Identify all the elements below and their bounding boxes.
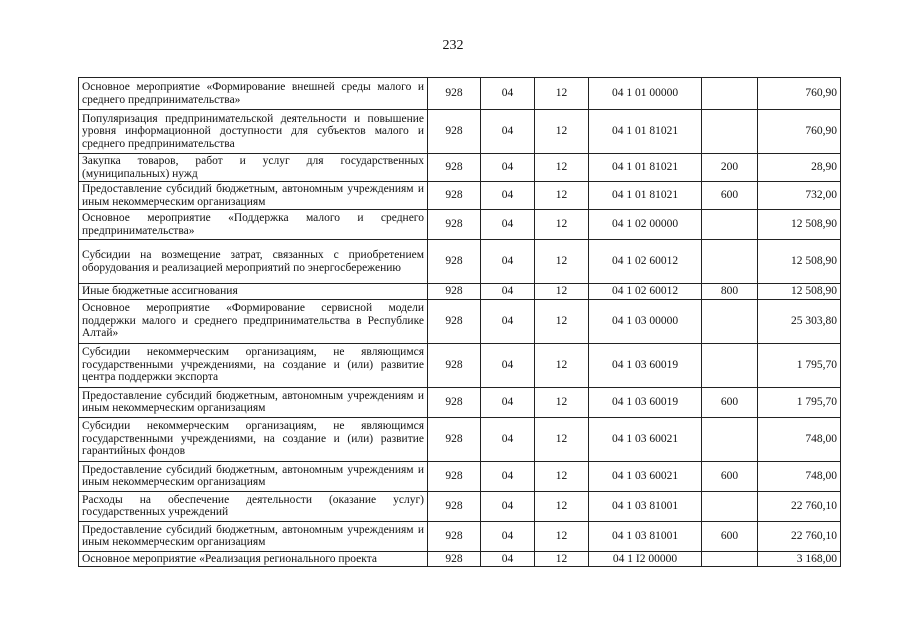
amount-cell: 760,90 (758, 110, 841, 154)
page-number: 232 (442, 38, 464, 53)
section-code-cell: 04 (481, 343, 535, 387)
expense-type-cell (702, 110, 758, 154)
target-article-cell: 04 1 03 81001 (589, 521, 702, 551)
table-row (79, 417, 841, 461)
amount-cell: 760,90 (758, 78, 841, 110)
section-code-cell: 04 (481, 299, 535, 343)
target-article-cell: 04 1 01 81021 (589, 154, 702, 182)
table-row (79, 110, 841, 154)
expense-type-cell: 600 (702, 461, 758, 491)
expense-name-cell: Предоставление субсидий бюджетным, автономным учреждениям и иным некоммерческим организациям (79, 521, 428, 551)
admin-code-cell: 928 (428, 491, 481, 521)
amount-cell: 3 168,00 (758, 551, 841, 567)
table-row (79, 461, 841, 491)
expense-name-cell: Популяризация предпринимательской деятельности и повышение уровня информационной доступности для субъектов малого и среднего предпринимательства (79, 110, 428, 154)
admin-code-cell: 928 (428, 182, 481, 210)
subsection-code-cell: 12 (535, 343, 589, 387)
subsection-code-cell: 12 (535, 461, 589, 491)
target-article-cell: 04 1 03 60021 (589, 461, 702, 491)
subsection-code-cell: 12 (535, 491, 589, 521)
admin-code-cell: 928 (428, 387, 481, 417)
section-code-cell: 04 (481, 284, 535, 300)
admin-code-cell: 928 (428, 299, 481, 343)
expense-type-cell (702, 299, 758, 343)
admin-code-cell: 928 (428, 110, 481, 154)
subsection-code-cell: 12 (535, 78, 589, 110)
table-row (79, 521, 841, 551)
expense-type-cell: 200 (702, 154, 758, 182)
amount-cell: 1 795,70 (758, 387, 841, 417)
expense-type-cell (702, 210, 758, 240)
target-article-cell: 04 1 03 60019 (589, 387, 702, 417)
amount-cell: 12 508,90 (758, 240, 841, 284)
admin-code-cell: 928 (428, 284, 481, 300)
expense-name-cell: Предоставление субсидий бюджетным, автономным учреждениям и иным некоммерческим организациям (79, 461, 428, 491)
expense-type-cell: 600 (702, 387, 758, 417)
target-article-cell: 04 1 I2 00000 (589, 551, 702, 567)
expense-name-cell: Закупка товаров, работ и услуг для государственных (муниципальных) нужд (79, 154, 428, 182)
table-row (79, 299, 841, 343)
section-code-cell: 04 (481, 491, 535, 521)
admin-code-cell: 928 (428, 240, 481, 284)
table-row (79, 491, 841, 521)
target-article-cell: 04 1 03 00000 (589, 299, 702, 343)
expense-name-cell: Иные бюджетные ассигнования (79, 284, 428, 300)
expense-name-cell: Расходы на обеспечение деятельности (оказание услуг) государственных учреждений (79, 491, 428, 521)
admin-code-cell: 928 (428, 461, 481, 491)
amount-cell: 748,00 (758, 461, 841, 491)
budget-table-body (79, 78, 841, 567)
target-article-cell: 04 1 03 60021 (589, 417, 702, 461)
section-code-cell: 04 (481, 110, 535, 154)
admin-code-cell: 928 (428, 521, 481, 551)
table-row (79, 551, 841, 567)
amount-cell: 22 760,10 (758, 521, 841, 551)
section-code-cell: 04 (481, 240, 535, 284)
subsection-code-cell: 12 (535, 110, 589, 154)
expense-name-cell: Основное мероприятие «Реализация регионального проекта (79, 551, 428, 567)
expense-type-cell: 600 (702, 521, 758, 551)
section-code-cell: 04 (481, 78, 535, 110)
table-row (79, 78, 841, 110)
admin-code-cell: 928 (428, 78, 481, 110)
expense-type-cell (702, 78, 758, 110)
table-row (79, 154, 841, 182)
table-row (79, 387, 841, 417)
amount-cell: 1 795,70 (758, 343, 841, 387)
target-article-cell: 04 1 03 60019 (589, 343, 702, 387)
admin-code-cell: 928 (428, 417, 481, 461)
target-article-cell: 04 1 02 60012 (589, 284, 702, 300)
section-code-cell: 04 (481, 417, 535, 461)
subsection-code-cell: 12 (535, 284, 589, 300)
expense-name-cell: Субсидии на возмещение затрат, связанных с приобретением оборудования и реализацией мероприятий по энергосбережению (79, 240, 428, 284)
section-code-cell: 04 (481, 210, 535, 240)
target-article-cell: 04 1 01 81021 (589, 182, 702, 210)
expense-type-cell (702, 417, 758, 461)
subsection-code-cell: 12 (535, 210, 589, 240)
table-row (79, 284, 841, 300)
section-code-cell: 04 (481, 154, 535, 182)
table-row (79, 182, 841, 210)
expense-type-cell (702, 491, 758, 521)
table-row (79, 210, 841, 240)
subsection-code-cell: 12 (535, 299, 589, 343)
subsection-code-cell: 12 (535, 521, 589, 551)
expense-type-cell (702, 343, 758, 387)
amount-cell: 748,00 (758, 417, 841, 461)
budget-table (78, 77, 841, 567)
expense-type-cell: 800 (702, 284, 758, 300)
section-code-cell: 04 (481, 387, 535, 417)
amount-cell: 732,00 (758, 182, 841, 210)
expense-name-cell: Субсидии некоммерческим организациям, не являющимся государственными учреждениями, на создание и (или) развитие гарантийных фондов (79, 417, 428, 461)
section-code-cell: 04 (481, 461, 535, 491)
subsection-code-cell: 12 (535, 387, 589, 417)
amount-cell: 12 508,90 (758, 210, 841, 240)
target-article-cell: 04 1 01 00000 (589, 78, 702, 110)
amount-cell: 28,90 (758, 154, 841, 182)
expense-name-cell: Предоставление субсидий бюджетным, автономным учреждениям и иным некоммерческим организациям (79, 387, 428, 417)
expense-name-cell: Основное мероприятие «Поддержка малого и среднего предпринимательства» (79, 210, 428, 240)
expense-name-cell: Предоставление субсидий бюджетным, автономным учреждениям и иным некоммерческим организациям (79, 182, 428, 210)
section-code-cell: 04 (481, 551, 535, 567)
admin-code-cell: 928 (428, 551, 481, 567)
admin-code-cell: 928 (428, 210, 481, 240)
target-article-cell: 04 1 02 60012 (589, 240, 702, 284)
amount-cell: 22 760,10 (758, 491, 841, 521)
amount-cell: 25 303,80 (758, 299, 841, 343)
admin-code-cell: 928 (428, 343, 481, 387)
expense-type-cell: 600 (702, 182, 758, 210)
subsection-code-cell: 12 (535, 417, 589, 461)
target-article-cell: 04 1 02 00000 (589, 210, 702, 240)
admin-code-cell: 928 (428, 154, 481, 182)
section-code-cell: 04 (481, 521, 535, 551)
table-row (79, 343, 841, 387)
subsection-code-cell: 12 (535, 240, 589, 284)
section-code-cell: 04 (481, 182, 535, 210)
expense-name-cell: Основное мероприятие «Формирование внешней среды малого и среднего предпринимательства» (79, 78, 428, 110)
subsection-code-cell: 12 (535, 182, 589, 210)
expense-type-cell (702, 551, 758, 567)
target-article-cell: 04 1 03 81001 (589, 491, 702, 521)
expense-name-cell: Субсидии некоммерческим организациям, не являющимся государственными учреждениями, на создание и (или) развитие центра поддержки экспорта (79, 343, 428, 387)
expense-name-cell: Основное мероприятие «Формирование сервисной модели поддержки малого и среднего предпринимательства в Республике Алтай» (79, 299, 428, 343)
expense-type-cell (702, 240, 758, 284)
subsection-code-cell: 12 (535, 551, 589, 567)
table-row (79, 240, 841, 284)
target-article-cell: 04 1 01 81021 (589, 110, 702, 154)
amount-cell: 12 508,90 (758, 284, 841, 300)
subsection-code-cell: 12 (535, 154, 589, 182)
